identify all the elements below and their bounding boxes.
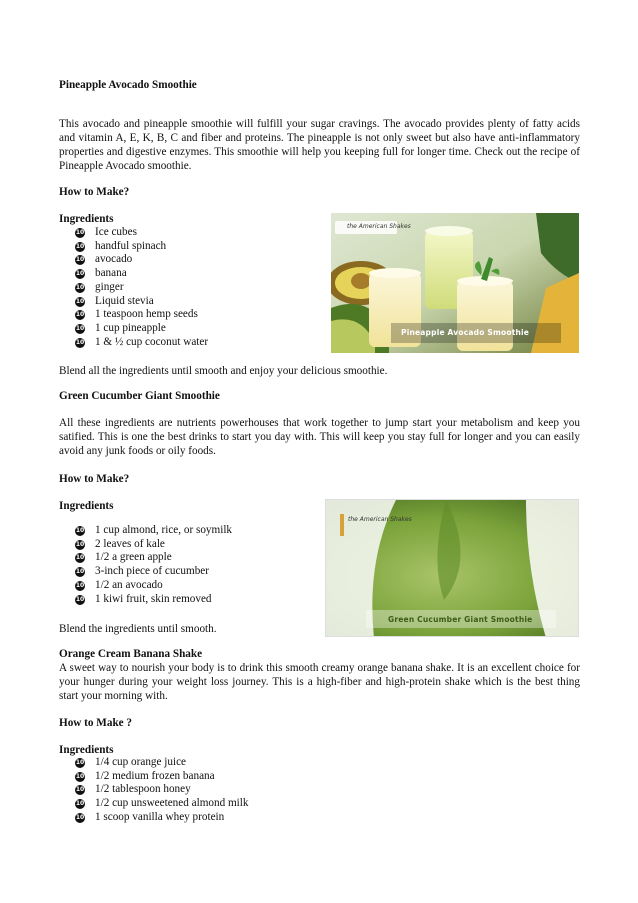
ingredients-list (75, 226, 208, 349)
ingredient-item (75, 593, 232, 607)
ingredient-text: 3-inch piece of cucumber (95, 565, 209, 578)
ingredient-text: ginger (95, 280, 124, 293)
ingredients-heading: Ingredients (59, 744, 114, 756)
circled-ten-icon: 10 (75, 595, 85, 603)
ingredient-item (75, 281, 208, 295)
ingredient-item (75, 524, 232, 538)
ingredient-item (75, 240, 208, 254)
ingredient-text: 1 cup almond, rice, or soymilk (95, 524, 233, 536)
circled-ten-icon: 10 (75, 554, 85, 562)
circled-ten-icon: 10 (75, 759, 85, 766)
ingredient-item (75, 295, 208, 309)
section-intro-pineapple-avocado: This avocado and pineapple smoothie will fulfill your sugar cravings. The avocado provides plenty of fatty acids and vitamin A, E, K, B, C and fiber and proteins. The pineapple is not only sweet but also have anti-inflammatory properties and digestive enzymes. This smoothie will help you keeping full for longer time. Check out the recipe of Pineapple Avocado smoothie. (59, 118, 580, 173)
circled-ten-icon: 10 (75, 256, 85, 264)
ingredient-item (75, 267, 208, 281)
ingredient-text: 1 scoop vanilla whey protein (95, 810, 225, 823)
image-brand-label: the American Shakes (347, 223, 411, 230)
circled-ten-icon: 10 (75, 800, 85, 808)
image-caption: Pineapple Avocado Smoothie (401, 328, 530, 337)
ingredient-text: Liquid stevia (95, 294, 154, 307)
ingredients-list (75, 524, 232, 606)
ingredient-text: 1/2 medium frozen banana (95, 769, 215, 782)
circled-ten-icon: 10 (75, 772, 85, 780)
section-title-green-cucumber: Green Cucumber Giant Smoothie (59, 390, 220, 402)
ingredient-text: handful spinach (95, 239, 167, 252)
ingredient-text: 1/4 cup orange juice (95, 756, 187, 768)
circled-ten-icon: 10 (75, 813, 85, 821)
ingredient-item (75, 308, 208, 322)
ingredient-item (75, 538, 232, 552)
ingredients-heading: Ingredients (59, 213, 114, 225)
circled-ten-icon: 10 (75, 338, 85, 346)
circled-ten-icon: 10 (75, 786, 85, 794)
ingredient-item (75, 579, 232, 593)
ingredient-text: 1/2 a green apple (95, 551, 172, 564)
method-text: Blend all the ingredients until smooth and enjoy your delicious smoothie. (59, 365, 388, 377)
image-caption: Green Cucumber Giant Smoothie (388, 615, 533, 624)
ingredient-text: 1/2 an avocado (95, 578, 163, 591)
ingredient-item (75, 226, 208, 240)
image-brand-label: the American Shakes (348, 516, 412, 523)
ingredients-heading: Ingredients (59, 500, 114, 512)
circled-ten-icon: 10 (75, 527, 85, 534)
ingredient-text: 1 kiwi fruit, skin removed (95, 592, 212, 605)
circled-ten-icon: 10 (75, 540, 85, 548)
ingredient-text: 1 & ½ cup coconut water (95, 335, 209, 348)
how-to-make-heading: How to Make ? (59, 717, 133, 729)
ingredient-item (75, 770, 248, 784)
ingredient-text: 1/2 cup unsweetened almond milk (95, 797, 249, 810)
method-text: Blend the ingredients until smooth. (59, 623, 217, 635)
section-intro-green-cucumber: All these ingredients are nutrients powerhouses that work together to jump start your metabolism and keep you satified. This is one the best drinks to start you day with. This will keep you stay full for longer and you can easily avoid any junk foods or oily foods. (59, 417, 580, 458)
how-to-make-heading: How to Make? (59, 186, 130, 198)
ingredient-item (75, 797, 248, 811)
section-intro-orange-cream: A sweet way to nourish your body is to drink this smooth creamy orange banana shake. It is an excellent choice for your hunger during your weight loss journey. This is a high-fiber and high-protein shake which is the best thing start your morning with. (59, 662, 580, 703)
section-title-orange-cream: Orange Cream Banana Shake (59, 648, 203, 660)
ingredient-item (75, 336, 208, 350)
green-cucumber-smoothie-image (325, 499, 579, 637)
ingredient-item (75, 253, 208, 267)
circled-ten-icon: 10 (75, 283, 85, 291)
ingredient-item (75, 756, 248, 770)
ingredient-item (75, 322, 208, 336)
circled-ten-icon: 10 (75, 311, 85, 319)
section-title-pineapple-avocado: Pineapple Avocado Smoothie (59, 79, 197, 91)
circled-ten-icon: 10 (75, 568, 85, 576)
circled-ten-icon: 10 (75, 242, 85, 250)
ingredient-text: avocado (95, 253, 133, 266)
how-to-make-heading: How to Make? (59, 473, 130, 485)
ingredient-item (75, 811, 248, 825)
ingredient-text: Ice cubes (95, 226, 137, 238)
ingredient-text: 1 cup pineapple (95, 321, 166, 334)
ingredient-text: 1/2 tablespoon honey (95, 783, 191, 796)
ingredient-text: banana (95, 267, 127, 280)
ingredients-list (75, 756, 248, 825)
circled-ten-icon: 10 (75, 324, 85, 332)
ingredient-item (75, 565, 232, 579)
ingredient-item (75, 783, 248, 797)
circled-ten-icon: 10 (75, 270, 85, 278)
circled-ten-icon: 10 (75, 297, 85, 305)
ingredient-item (75, 551, 232, 565)
circled-ten-icon: 10 (75, 229, 85, 236)
ingredient-text: 2 leaves of kale (95, 537, 165, 550)
pineapple-avocado-smoothie-image (331, 213, 579, 353)
ingredient-text: 1 teaspoon hemp seeds (95, 308, 198, 321)
circled-ten-icon: 10 (75, 581, 85, 589)
